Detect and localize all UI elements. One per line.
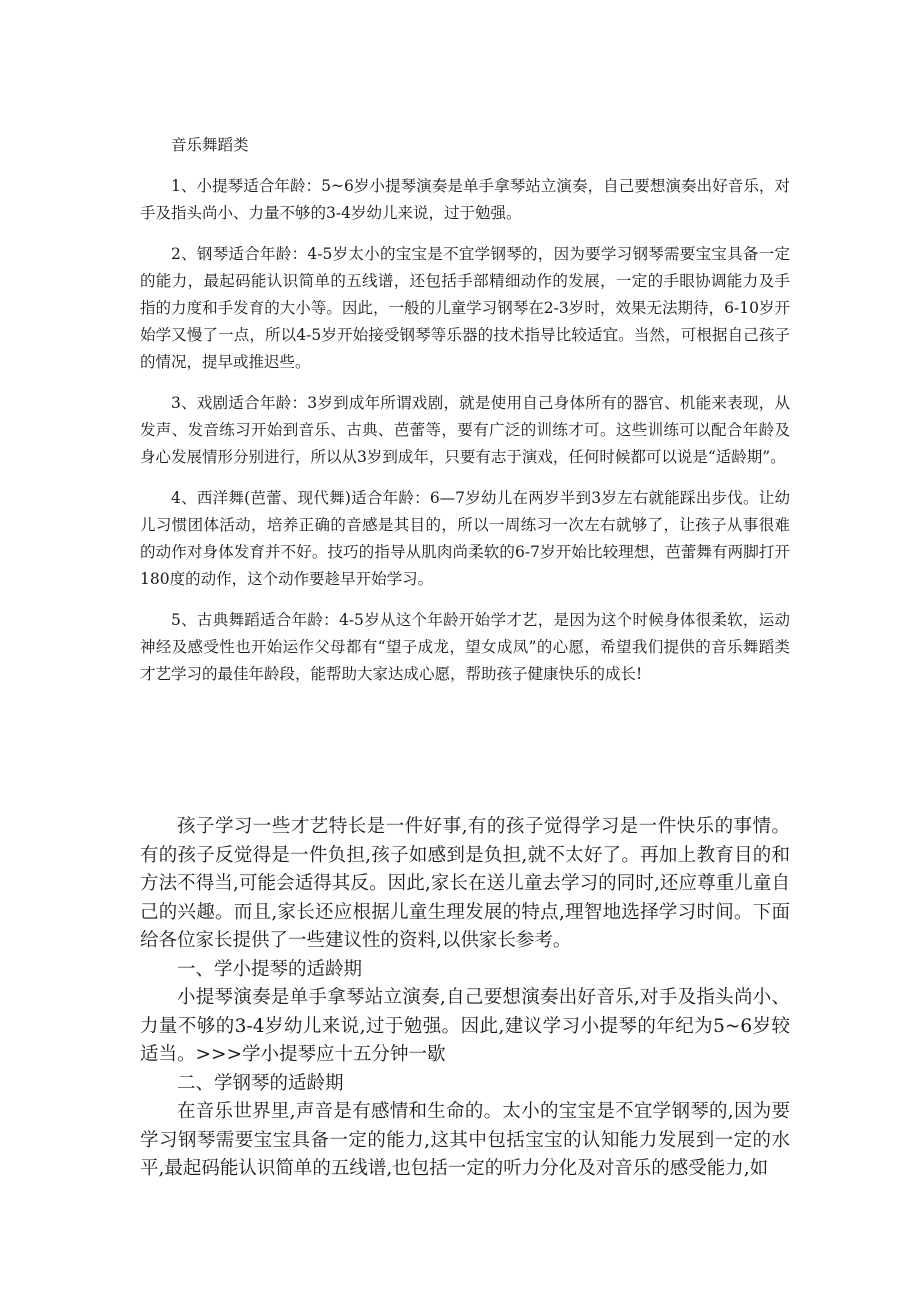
section-heading: 音乐舞蹈类 [171, 136, 249, 154]
paragraph-violin-age: 1、小提琴适合年龄：5~6岁小提琴演奏是单手拿琴站立演奏，自己要想演奏出好音乐，对手及指头尚小、力量不够的3-4岁幼儿来说，过于勉强。 [140, 177, 790, 222]
subheading-violin: 一、学小提琴的适龄期 [177, 958, 363, 980]
violin-paragraph: 小提琴演奏是单手拿琴站立演奏,自己要想演奏出好音乐,对手及指头尚小、力量不够的3-4岁幼儿来说,过于勉强。因此,建议学习小提琴的年纪为5~6岁较适当。>>>学小提琴应十五分钟一歇 [140, 987, 790, 1065]
paragraph-piano-age: 2、钢琴适合年龄：4-5岁太小的宝宝是不宜学钢琴的，因为要学习钢琴需要宝宝具备一定的能力，最起码能认识简单的五线谱，还包括手部精细动作的发展，一定的手眼协调能力及手指的力度和手发育的大小等。因此，一般的儿童学习钢琴在2-3岁时，效果无法期待，6-10岁开始学又慢了一点，所以4-5岁开始接受钢琴等乐器的技术指导比较适宜。当然，可根据自己孩子的情况，提早或推迟些。 [140, 245, 790, 371]
music-dance-section [140, 132, 790, 702]
paragraph-western-dance-age: 4、西洋舞(芭蕾、现代舞)适合年龄：6—7岁幼儿在两岁半到3岁左右就能踩出步伐。让幼儿习惯团体活动，培养正确的音感是其目的，所以一周练习一次左右就够了，让孩子从事很难的动作对身体发育并不好。技巧的指导从肌肉尚柔软的6-7岁开始比较理想，芭蕾舞有两脚打开180度的动作，这个动作要趁早开始学习。 [140, 489, 790, 588]
talent-learning-section [140, 813, 790, 1184]
subheading-piano: 二、学钢琴的适龄期 [177, 1072, 344, 1094]
piano-paragraph: 在音乐世界里,声音是有感情和生命的。太小的宝宝是不宜学钢琴的,因为要学习钢琴需要宝宝具备一定的能力,这其中包括宝宝的认知能力发展到一定的水平,最起码能认识简单的五线谱,也包括一定的听力分化及对音乐的感受能力,如 [140, 1101, 790, 1179]
paragraph-drama-age: 3、戏剧适合年龄：3岁到成年所谓戏剧，就是使用自己身体所有的器官、机能来表现，从发声、发音练习开始到音乐、古典、芭蕾等，要有广泛的训练才可。这些训练可以配合年龄及身心发展情形分别进行，所以从3岁到成年，只要有志于演戏，任何时候都可以说是“适龄期”。 [140, 394, 790, 466]
paragraph-classical-dance-age: 5、古典舞蹈适合年龄：4-5岁从这个年龄开始学才艺，是因为这个时候身体很柔软，运动神经及感受性也开始运作父母都有“望子成龙，望女成凤”的心愿，希望我们提供的音乐舞蹈类才艺学习的最佳年龄段，能帮助大家达成心愿，帮助孩子健康快乐的成长! [140, 611, 790, 683]
intro-paragraph: 孩子学习一些才艺特长是一件好事,有的孩子觉得学习是一件快乐的事情。有的孩子反觉得是一件负担,孩子如感到是负担,就不太好了。再加上教育目的和方法不得当,可能会适得其反。因此,家长在送儿童去学习的同时,还应尊重儿童自己的兴趣。而且,家长还应根据儿童生理发展的特点,理智地选择学习时间。下面给各位家长提供了一些建议性的资料,以供家长参考。 [140, 816, 790, 951]
